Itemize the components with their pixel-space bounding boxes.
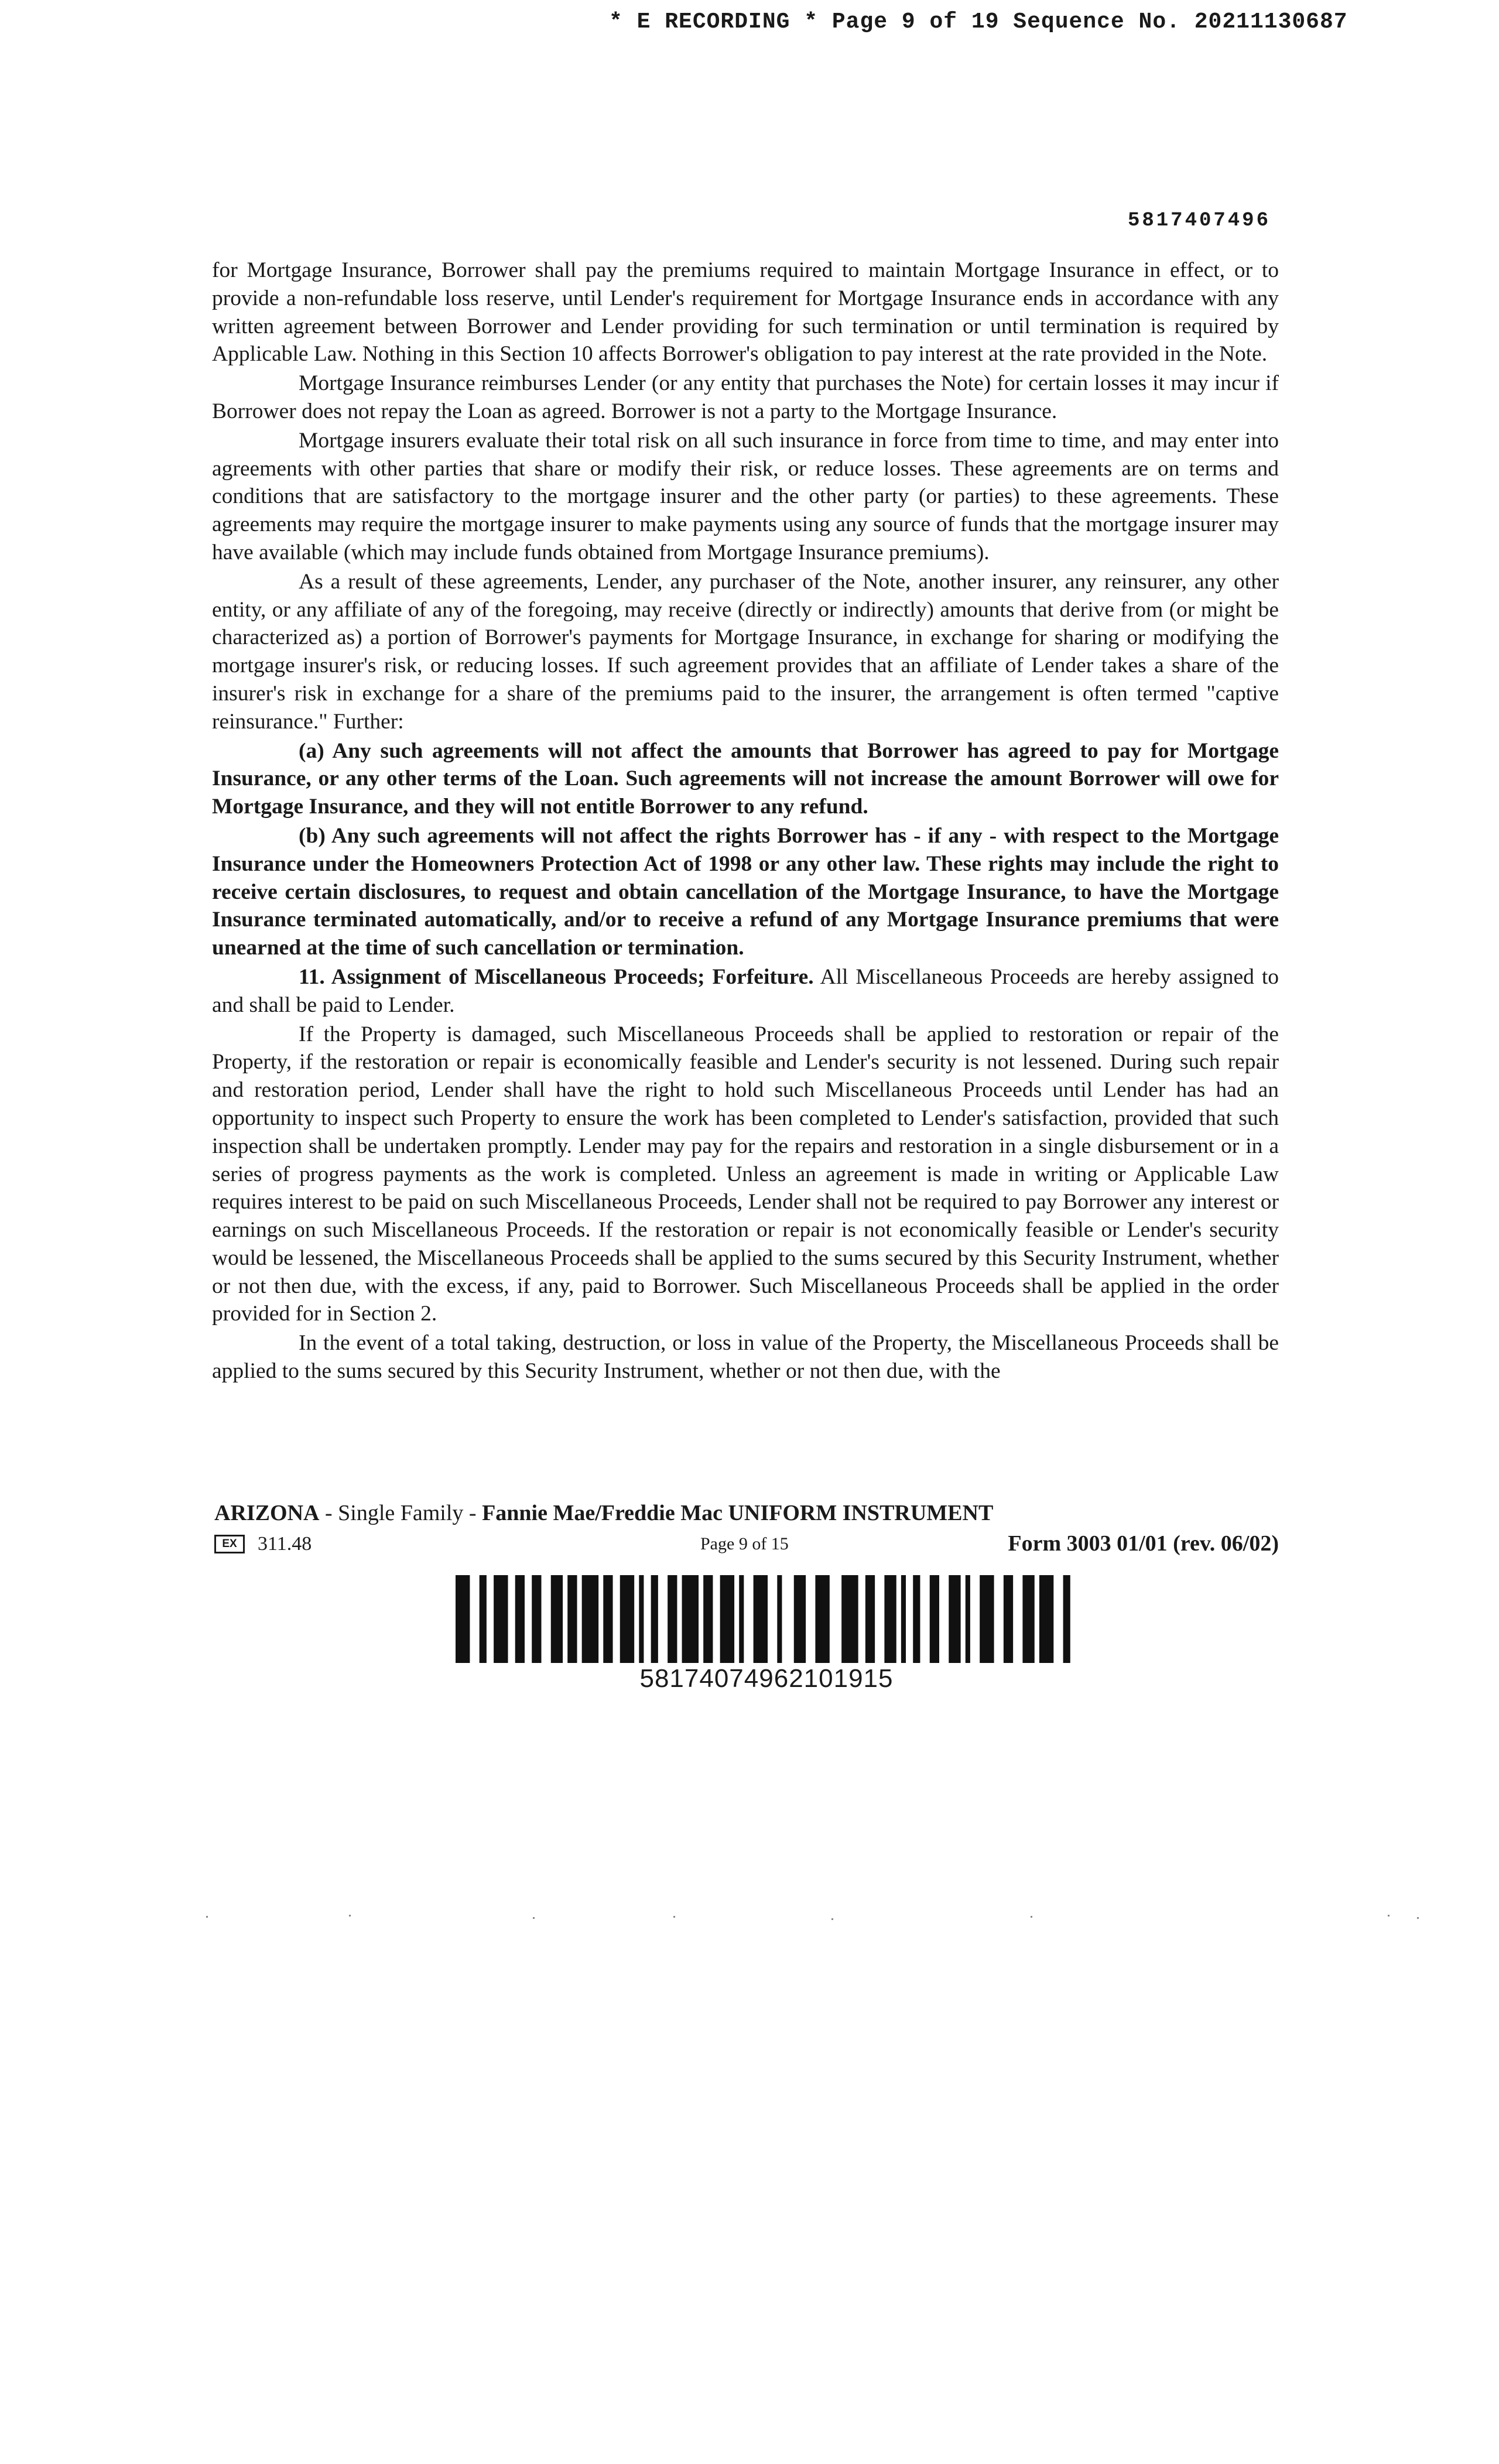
form-footer xyxy=(214,1531,1279,1559)
barcode-bar xyxy=(668,1575,677,1663)
barcode-bar xyxy=(754,1575,768,1663)
barcode-bar xyxy=(620,1575,634,1663)
barcode-bar xyxy=(480,1575,487,1663)
barcode-bar xyxy=(682,1575,699,1663)
barcode-bar xyxy=(901,1575,906,1663)
barcode-bar xyxy=(865,1575,875,1663)
section-text: All Miscellaneous Proceeds are hereby assigned to and shall be paid to Lender. xyxy=(212,964,1279,1017)
section-heading: 11. Assignment of Miscellaneous Proceeds; Forfeiture. xyxy=(299,964,814,989)
barcode-bar xyxy=(515,1575,525,1663)
paragraph: As a result of these agreements, Lender, any purchaser of the Note, another insurer, any reinsurer, any other entity, or any affiliate of any of the foregoing, may receive (directly or indirectly) amounts that derive from (or might be characterized as) a portion of Borrower's payments for Mortgage Insurance, in exchange for sharing or modifying the mortgage insurer's risk, or reducing losses. If such agreement provides that an affiliate of Lender takes a share of the insurer's risk in exchange for a share of the premiums paid to the insurer, the arrangement is often termed "captive reinsurance." Further: xyxy=(212,569,1279,734)
barcode-bar xyxy=(980,1575,994,1663)
form-instrument: Fannie Mae/Freddie Mac UNIFORM INSTRUMENT xyxy=(482,1501,994,1525)
scan-speck xyxy=(206,1916,208,1918)
paragraph: If the Property is damaged, such Miscellaneous Proceeds shall be applied to restoration or repair of the Property, if the restoration or repair is economically feasible and Lender's security is not lessened. During such repair and restoration period, Lender shall have the right to hold such Miscellaneous Proceeds until Lender has had an opportunity to inspect such Property to ensure the work has been completed to Lender's satisfaction, provided that such inspection shall be undertaken promptly. Lender may pay for the repairs and restoration in a single disbursement or in a series of progress payments as the work is completed. Unless an agreement is made in writing or Applicable Law requires interest to be paid on such Miscellaneous Proceeds, Lender shall not be required to pay Borrower any interest or earnings on such Miscellaneous Proceeds. If the restoration or repair is not economically feasible or Lender's security would be lessened, the Miscellaneous Proceeds shall be applied to the sums secured by this Security Instrument, whether or not then due, with the excess, if any, paid to Borrower. Such Miscellaneous Proceeds shall be applied in the order provided for in Section 2. xyxy=(212,1022,1279,1326)
scan-speck xyxy=(1388,1915,1390,1917)
barcode-bar xyxy=(949,1575,960,1663)
barcode-bar xyxy=(1022,1575,1034,1663)
form-number: Form 3003 01/01 (rev. 06/02) xyxy=(1008,1531,1279,1556)
barcode-bar xyxy=(603,1575,612,1663)
barcode-bar xyxy=(841,1575,858,1663)
section-11-paragraph xyxy=(212,963,1279,1019)
scan-speck xyxy=(349,1915,351,1917)
bold-clause-b: (b) Any such agreements will not affect the rights Borrower has - if any - with respect to the Mortgage Insurance under the Homeowners Protection Act of 1998 or any other law. These rights may include the right to receive certain disclosures, to request and obtain cancellation of the Mortgage Insurance, to have the Mortgage Insurance terminated automatically, and/or to receive a refund of any Mortgage Insurance premiums that were unearned at the time of such cancellation or termination. xyxy=(212,823,1279,960)
barcode-bar xyxy=(913,1575,920,1663)
barcode-bar xyxy=(815,1575,829,1663)
form-state: ARIZONA xyxy=(214,1501,320,1525)
bold-clause-a: (a) Any such agreements will not affect the amounts that Borrower has agreed to pay for Mortgage Insurance, or any other terms of the Loan. Such agreements will not increase the amount Borrower will owe for Mortgage Insurance, and they will not entitle Borrower to any refund. xyxy=(212,738,1279,819)
recording-stamp: * E RECORDING * Page 9 of 19 Sequence No. 20211130687 xyxy=(609,9,1348,35)
barcode-bar xyxy=(456,1575,470,1663)
scan-speck xyxy=(1031,1916,1032,1918)
loan-number: 5817407496 xyxy=(1127,210,1271,232)
barcode-bar xyxy=(532,1575,541,1663)
barcode-digits: 58174074962101915 xyxy=(639,1664,894,1693)
form-type: - Single Family - xyxy=(319,1501,482,1525)
barcode-bar xyxy=(794,1575,806,1663)
barcode-bar xyxy=(494,1575,508,1663)
barcode-bar xyxy=(651,1575,658,1663)
barcode-image xyxy=(456,1575,1077,1663)
barcode-bar xyxy=(703,1575,713,1663)
scan-speck xyxy=(533,1917,535,1919)
paragraph: In the event of a total taking, destruction, or loss in value of the Property, the Miscellaneous Proceeds shall be applied to the sums secured by this Security Instrument, whether or not then due, with the xyxy=(212,1331,1279,1384)
barcode-bar xyxy=(551,1575,563,1663)
barcode-bar xyxy=(739,1575,744,1663)
form-title xyxy=(214,1500,993,1526)
barcode-bar xyxy=(720,1575,734,1663)
barcode-bar xyxy=(966,1575,970,1663)
barcode-bar xyxy=(639,1575,644,1663)
page-number: Page 9 of 15 xyxy=(700,1534,789,1553)
scan-speck xyxy=(1417,1917,1419,1919)
barcode-bar xyxy=(1039,1575,1053,1663)
form-code-number: 311.48 xyxy=(258,1533,312,1555)
barcode-bar xyxy=(884,1575,896,1663)
barcode-bar xyxy=(930,1575,939,1663)
paragraph: Mortgage Insurance reimburses Lender (or any entity that purchases the Note) for certain losses it may incur if Borrower does not repay the Loan as agreed. Borrower is not a party to the Mortgage Insurance. xyxy=(212,371,1279,423)
barcode-bar xyxy=(777,1575,782,1663)
scan-speck xyxy=(831,1918,833,1920)
barcode-bar xyxy=(567,1575,577,1663)
form-code xyxy=(214,1533,312,1555)
barcode-bar xyxy=(582,1575,598,1663)
paragraph: Mortgage insurers evaluate their total risk on all such insurance in force from time to time, and may enter into agreements with other parties that share or modify their risk, or reduce losses. These agreements are on terms and conditions that are satisfactory to the mortgage insurer and the other party (or parties) to these agreements. These agreements may require the mortgage insurer to make payments using any source of funds that the mortgage insurer may have available (which may include funds obtained from Mortgage Insurance premiums). xyxy=(212,428,1279,564)
barcode-bar xyxy=(1063,1575,1070,1663)
vendor-logo: EX xyxy=(214,1535,245,1553)
document-body xyxy=(212,256,1279,1387)
barcode-bar xyxy=(1004,1575,1013,1663)
scan-speck xyxy=(673,1916,675,1918)
paragraph: for Mortgage Insurance, Borrower shall pay the premiums required to maintain Mortgage Insurance in effect, or to provide a non-refundable loss reserve, until Lender's requirement for Mortgage Insurance ends in accordance with any written agreement between Borrower and Lender providing for such termination or until termination is required by Applicable Law. Nothing in this Section 10 affects Borrower's obligation to pay interest at the rate provided in the Note. xyxy=(212,258,1279,367)
